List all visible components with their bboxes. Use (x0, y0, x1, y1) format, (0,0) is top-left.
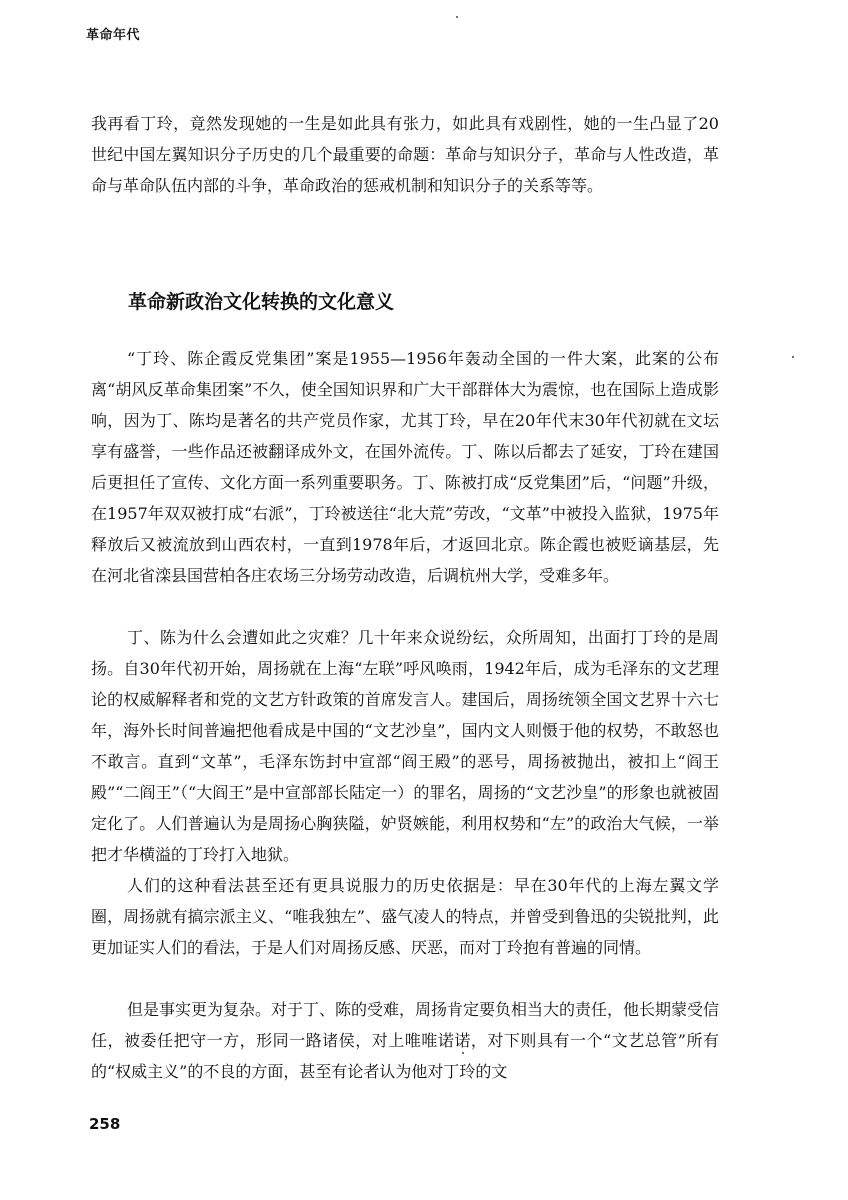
running-head: 革命年代 (86, 28, 141, 43)
body-paragraph: “丁玲、陈企霞反党集团”案是1955—1956年轰动全国的一件大案，此案的公布离“胡风反革命集团案”不久，使全国知识界和广大干部群体大为震惊，也在国际上造成影响，因为丁、陈均是著名的共产党员作家，尤其丁玲，早在20年代末30年代初就在文坛享有盛誉，一些作品还被翻译成外文，在国外流传。丁、陈以后都去了延安，丁玲在建国后更担任了宣传、文化方面一系列重要职务。丁、陈被打成“反党集团”后，“问题”升级，在1957年双双被打成“右派”，丁玲被送往“北大荒”劳改，“文革”中被投入监狱，1975年释放后又被流放到山西农村，一直到1978年后，才返回北京。陈企霞也被贬谪基层，先在河北省滦县国营柏各庄农场三分场劳动改造，后调杭州大学，受难多年。 (91, 349, 719, 585)
scan-speck (792, 356, 794, 358)
section-heading: 革命新政治文化转换的文化意义 (128, 291, 395, 313)
body-paragraph: 但是事实更为复杂。对于丁、陈的受难，周扬肯定要负相当大的责任，他长期蒙受信任，被委任把守一方，形同一路诸侯，对上唯唯诺诺，对下则具有一个“文艺总管”所有的“权威主义”的不良的方面，甚至有论者认为他对丁玲的文 (91, 1000, 720, 1081)
intro-paragraph: 我再看丁玲，竟然发现她的一生是如此具有张力，如此具有戏剧性，她的一生凸显了20世纪中国左翼知识分子历史的几个最重要的命题：革命与知识分子，革命与人性改造，革命与革命队伍内部的斗争，革命政治的惩戒机制和知识分子的关系等等。 (91, 114, 719, 195)
scan-speck (456, 16, 458, 18)
body-paragraph: 人们的这种看法甚至还有更具说服力的历史依据是：早在30年代的上海左翼文学圈，周扬就有搞宗派主义、“唯我独左”、盛气凌人的特点，并曾受到鲁迅的尖锐批判，此更加证实人们的看法，于是人们对周扬反感、厌恶，而对丁玲抱有普遍的同情。 (91, 876, 719, 957)
scan-speck (462, 1052, 464, 1054)
page-number: 258 (89, 1115, 121, 1133)
body-paragraph: 丁、陈为什么会遭如此之灾难？几十年来众说纷纭，众所周知，出面打丁玲的是周扬。自30年代初开始，周扬就在上海“左联”呼风唤雨，1942年后，成为毛泽东的文艺理论的权威解释者和党的文艺方针政策的首席发言人。建国后，周扬统领全国文艺界十六七年，海外长时间普遍把他看成是中国的“文艺沙皇”，国内文人则慑于他的权势，不敢怒也不敢言。直到“文革”，毛泽东饬封中宣部“阎王殿”的恶号，周扬被抛出，被扣上“阎王殿”“二阎王”（“大阎王”是中宣部部长陆定一）的罪名，周扬的“文艺沙皇”的形象也就被固定化了。人们普遍认为是周扬心胸狭隘，妒贤嫉能，利用权势和“左”的政治大气候，一举把才华横溢的丁玲打入地狱。 (91, 628, 719, 864)
